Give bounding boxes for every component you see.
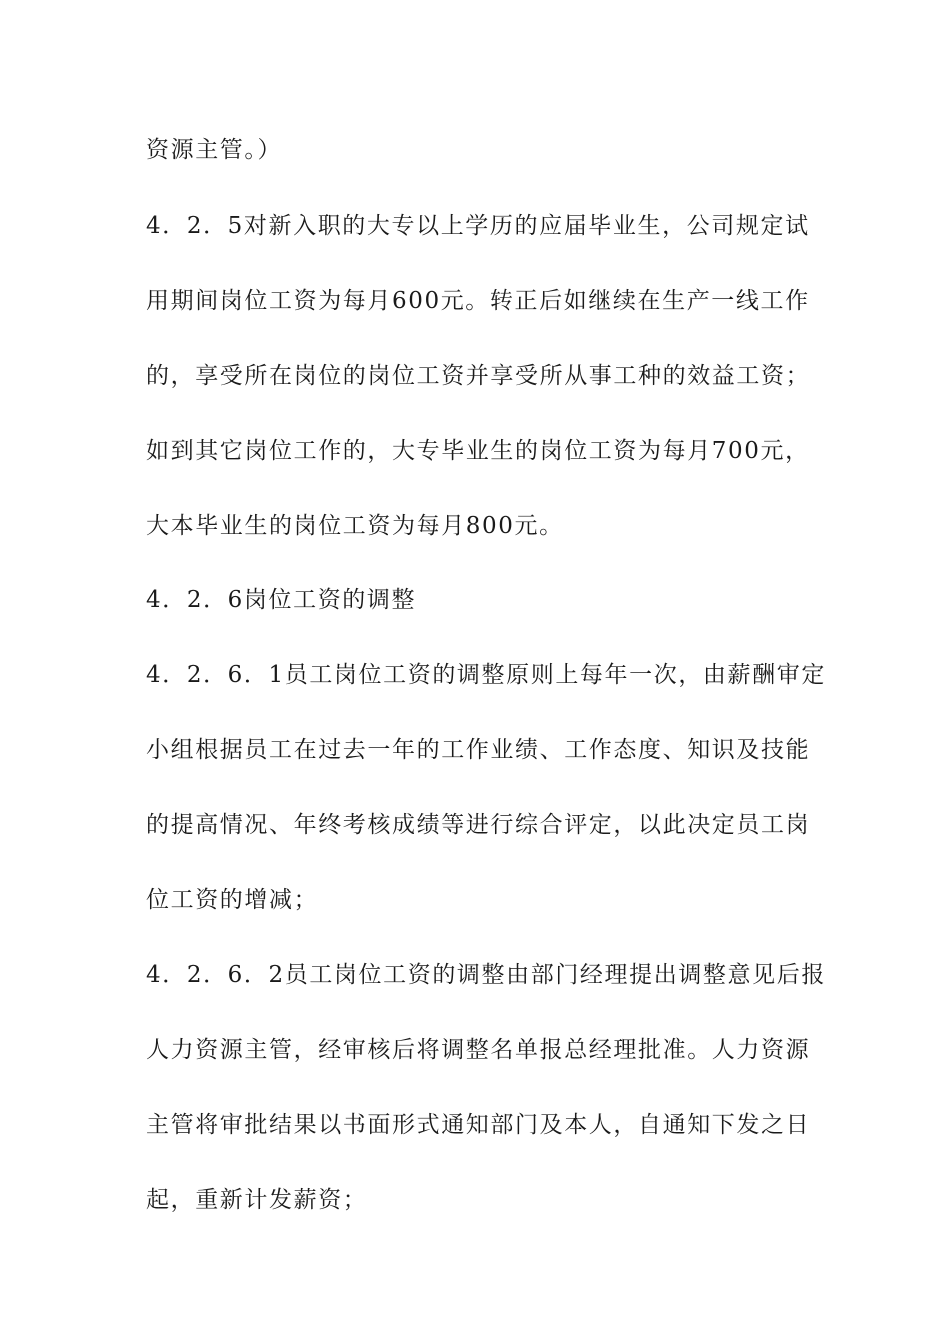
text-line: 大本毕业生的岗位工资为每月800元。 [146,513,564,539]
text-line: 起，重新计发薪资； [146,1187,368,1213]
text-line: 主管将审批结果以书面形式通知部门及本人，自通知下发之日 [146,1112,811,1138]
section-heading: 4．2．6岗位工资的调整 [146,587,417,613]
text-line: 4．2．6．2员工岗位工资的调整由部门经理提出调整意见后报 [146,962,826,988]
text-line: 人力资源主管，经审核后将调整名单报总经理批准。人力资源 [146,1037,811,1063]
text-line: 资源主管。） [146,137,283,163]
text-line: 4．2．5对新入职的大专以上学历的应届毕业生，公司规定试 [146,213,810,239]
text-line: 的提高情况、年终考核成绩等进行综合评定，以此决定员工岗 [146,812,811,838]
text-line: 小组根据员工在过去一年的工作业绩、工作态度、知识及技能 [146,737,811,763]
text-line: 的，享受所在岗位的岗位工资并享受所从事工种的效益工资； [146,363,811,389]
text-line: 如到其它岗位工作的，大专毕业生的岗位工资为每月700元， [146,438,810,464]
text-line: 用期间岗位工资为每月600元。转正后如继续在生产一线工作 [146,288,810,314]
text-line: 4．2．6．1员工岗位工资的调整原则上每年一次，由薪酬审定 [146,662,826,688]
text-line: 位工资的增减； [146,887,319,913]
